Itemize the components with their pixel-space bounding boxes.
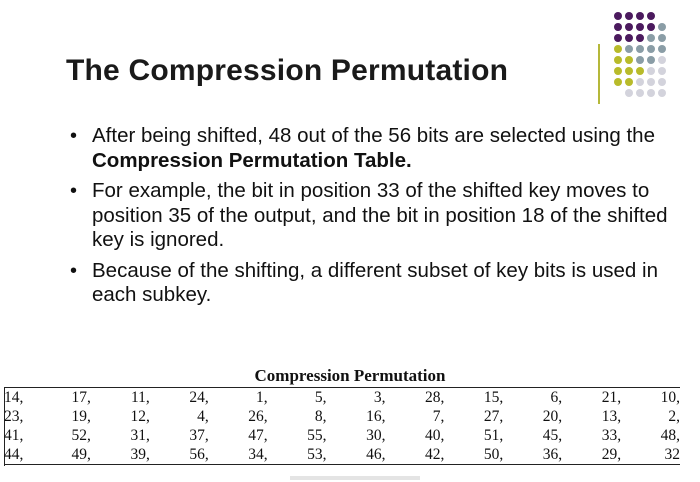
table-cell: 33, (601, 427, 622, 444)
table-cell: 27, (483, 408, 504, 425)
table-cell: 7, (432, 408, 445, 425)
decorative-dot (658, 67, 666, 75)
table-cell: 17, (32, 388, 91, 408)
title-divider (598, 44, 600, 104)
decorative-dot (614, 78, 622, 86)
table-cell: 5, (268, 388, 327, 408)
decorative-dot (647, 78, 655, 86)
decorative-dot (647, 56, 655, 64)
decorative-dot-grid (612, 10, 692, 105)
table-cell: 44, (4, 445, 32, 465)
table-cell: 53, (268, 445, 327, 465)
table-row (4, 407, 680, 426)
table-cell: 4, (197, 408, 209, 425)
table-cell: 20, (542, 408, 563, 425)
decorative-dot (614, 56, 622, 64)
decorative-dot (658, 34, 666, 42)
decorative-dot (625, 23, 633, 31)
table-cell: 14, (4, 388, 32, 408)
decorative-dot (647, 89, 655, 97)
decorative-dot (614, 23, 622, 31)
bullet-item (70, 179, 670, 253)
table-cell: 40, (424, 427, 445, 444)
table-cell: 34, (209, 445, 268, 465)
decorative-dot (636, 45, 644, 53)
table-cell: 55, (307, 427, 327, 444)
decorative-dot (614, 45, 622, 53)
table-cell: 10, (621, 388, 680, 408)
decorative-dot (647, 23, 655, 31)
table-cell: 46, (327, 445, 386, 465)
decorative-dot (647, 34, 655, 42)
table-row (4, 388, 680, 408)
compression-permutation-table (4, 387, 680, 465)
decorative-dot (658, 45, 666, 53)
decorative-dot (636, 89, 644, 97)
table-cell: 47, (248, 427, 268, 444)
decorative-dot (625, 45, 633, 53)
decorative-dot (636, 34, 644, 42)
decorative-dot (658, 56, 666, 64)
table-cell: 48, (660, 427, 680, 444)
decorative-dot (614, 34, 622, 42)
table-row (4, 426, 680, 445)
table-cell: 3, (327, 388, 386, 408)
bullet-item (70, 259, 670, 308)
decorative-dot (636, 67, 644, 75)
table-cell: 16, (366, 408, 386, 425)
bullet-bold-text: Compression Permutation Table. (92, 148, 412, 172)
table-cell: 51, (483, 427, 504, 444)
table-cell: 19, (71, 408, 91, 425)
decorative-dot (625, 89, 633, 97)
table-cell: 26, (248, 408, 268, 425)
table-cell: 2, (668, 408, 680, 425)
decorative-dot (625, 67, 633, 75)
bullet-dot-icon: • (70, 125, 78, 147)
decorative-dot (636, 78, 644, 86)
table-cell: 8, (314, 408, 327, 425)
decorative-dot (647, 45, 655, 53)
table-cell: 37, (189, 427, 209, 444)
table-cell: 24, (150, 388, 209, 408)
table-cell: 30, (366, 427, 386, 444)
bullet-text: Because of the shifting, a different subset of key bits is used in each subkey. (92, 258, 658, 306)
table-cell: 23, (4, 408, 24, 425)
table-cell: 42, (385, 445, 444, 465)
table-cell: 50, (444, 445, 503, 465)
table-cell: 11, (91, 388, 150, 408)
footer-caption-smudge (290, 476, 420, 480)
bullet-list (70, 124, 670, 314)
bullet-dot-icon: • (70, 180, 78, 202)
decorative-dot (636, 12, 644, 20)
slide-title: The Compression Permutation (66, 54, 509, 87)
table-title: Compression Permutation (254, 366, 446, 385)
table-cell: 56, (150, 445, 209, 465)
table-cell: 49, (32, 445, 91, 465)
decorative-dot (636, 56, 644, 64)
bullet-text: For example, the bit in position 33 of the shifted key moves to position 35 of the output, and the bit in position 18 of the shifted key is ignored. (92, 179, 668, 251)
decorative-dot (658, 78, 666, 86)
table-cell: 39, (91, 445, 150, 465)
decorative-dot (625, 78, 633, 86)
table-cell: 1, (209, 388, 268, 408)
table-cell: 29, (562, 445, 621, 465)
decorative-dot (647, 12, 655, 20)
decorative-dot (636, 23, 644, 31)
table-cell: 28, (385, 388, 444, 408)
bullet-text: After being shifted, 48 out of the 56 bits are selected using the (92, 124, 655, 147)
decorative-dot (625, 12, 633, 20)
decorative-dot (625, 56, 633, 64)
decorative-dot (647, 67, 655, 75)
decorative-dot (658, 89, 666, 97)
table-cell: 45, (542, 427, 563, 444)
table-cell: 6, (503, 388, 562, 408)
table-cell: 41, (4, 427, 24, 444)
bullet-item (70, 124, 670, 173)
table-cell: 21, (562, 388, 621, 408)
table-cell: 15, (444, 388, 503, 408)
bullet-dot-icon: • (70, 259, 78, 282)
decorative-dot (658, 23, 666, 31)
decorative-dot (614, 67, 622, 75)
table-cell: 31, (130, 427, 150, 444)
table-cell: 32 (621, 445, 680, 465)
table-row (4, 445, 680, 465)
table-cell: 36, (503, 445, 562, 465)
decorative-dot (625, 34, 633, 42)
table-cell: 13, (601, 408, 622, 425)
table-cell: 12, (130, 408, 150, 425)
decorative-dot (614, 12, 622, 20)
table-cell: 52, (71, 427, 91, 444)
